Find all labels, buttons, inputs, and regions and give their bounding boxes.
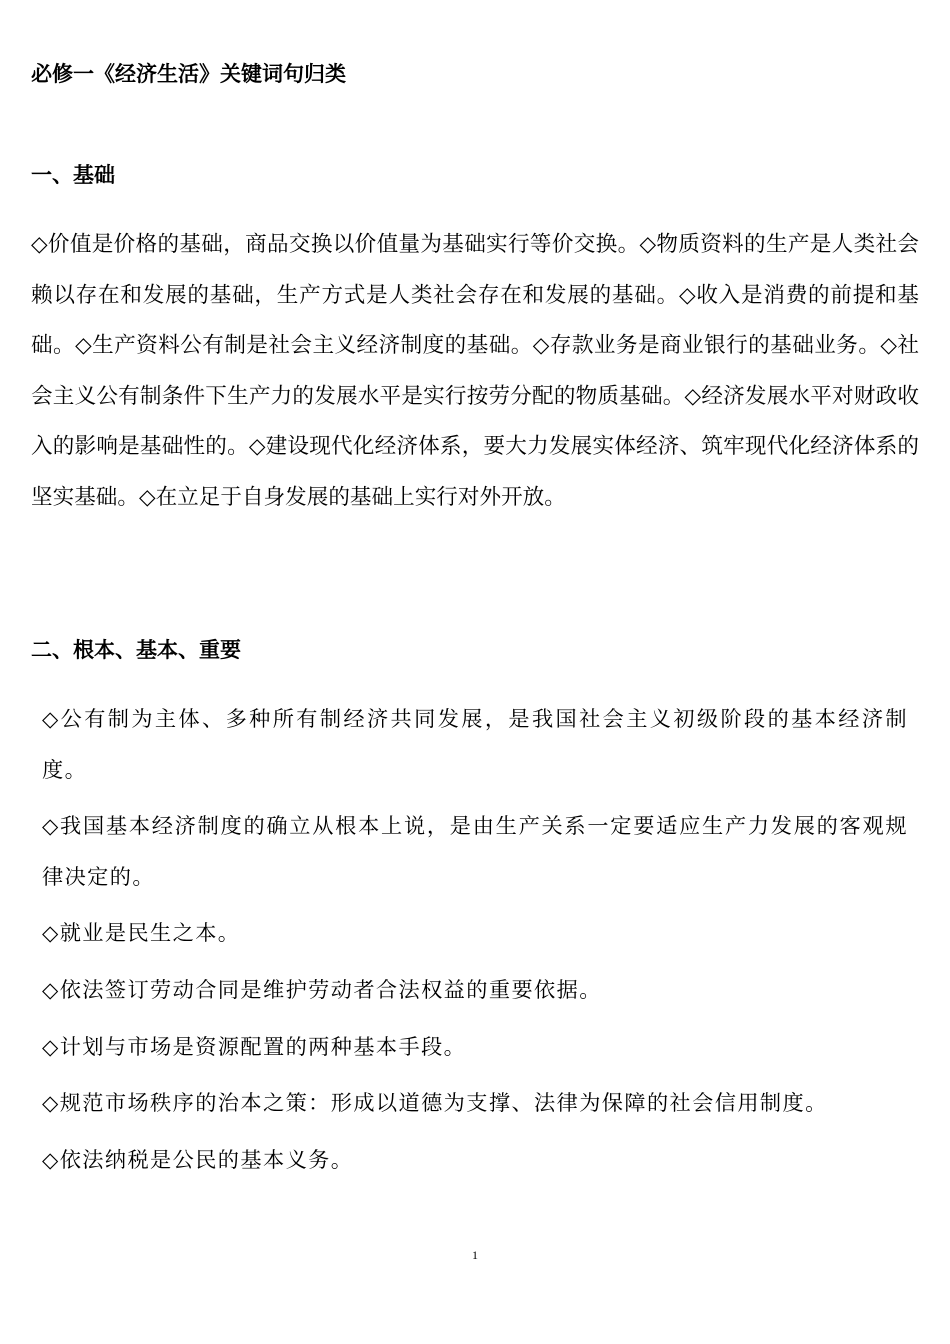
list-item: ◇依法纳税是公民的基本义务。 <box>42 1146 354 1172</box>
list-item: ◇计划与市场是资源配置的两种基本手段。 <box>42 1033 467 1059</box>
section-heading-fundamental-basic-important: 二、根本、基本、重要 <box>31 638 241 662</box>
list-item: ◇公有制为主体、多种所有制经济共同发展，是我国社会主义初级阶段的基本经济制度。 <box>42 706 908 782</box>
list-item: ◇依法签订劳动合同是维护劳动者合法权益的重要依据。 <box>42 976 602 1002</box>
list-item: ◇就业是民生之本。 <box>42 920 241 946</box>
list-item: ◇规范市场秩序的治本之策：形成以道德为支撑、法律为保障的社会信用制度。 <box>42 1090 828 1116</box>
document-title: 必修一《经济生活》关键词句归类 <box>31 62 346 86</box>
list-item: ◇我国基本经济制度的确立从根本上说，是由生产关系一定要适应生产力发展的客观规律决定的。 <box>42 813 908 889</box>
section-heading-foundation: 一、基础 <box>31 163 115 187</box>
section-item-list <box>42 694 908 1191</box>
section-paragraph-foundation: ◇价值是价格的基础，商品交换以价值量为基础实行等价交换。◇物质资料的生产是人类社会赖以存在和发展的基础，生产方式是人类社会存在和发展的基础。◇收入是消费的前提和基础。◇生产资料公有制是社会主义经济制度的基础。◇存款业务是商业银行的基础业务。◇社会主义公有制条件下生产力的发展水平是实行按劳分配的物质基础。◇经济发展水平对财政收入的影响是基础性的。◇建设现代化经济体系，要大力发展实体经济、筑牢现代化经济体系的坚实基础。◇在立足于自身发展的基础上实行对外开放。 <box>31 232 919 510</box>
page-number: 1 <box>472 1248 478 1262</box>
